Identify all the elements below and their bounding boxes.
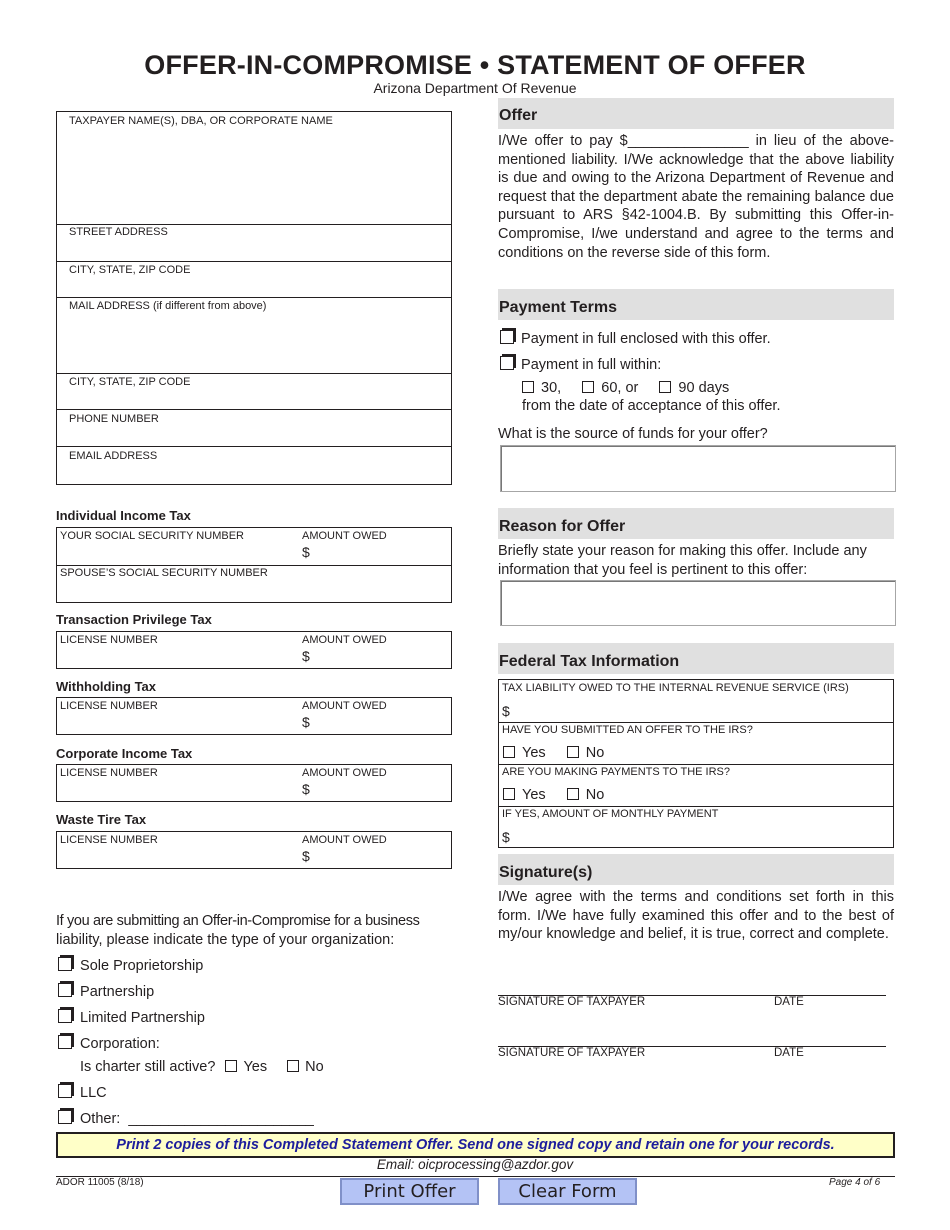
clear-form-button[interactable]: Clear Form: [498, 1178, 637, 1205]
taxpayer-name-label: TAXPAYER NAME(S), DBA, OR CORPORATE NAME: [69, 115, 333, 127]
ssn-input[interactable]: [57, 528, 297, 564]
agency-name: Arizona Department Of Revenue: [373, 80, 577, 96]
limited-checkbox[interactable]: [58, 1009, 72, 1023]
tpt-license-label: LICENSE NUMBER: [60, 634, 158, 646]
llc-checkbox[interactable]: [58, 1084, 72, 1098]
waste-tire-heading: Waste Tire Tax: [56, 812, 147, 827]
individual-amount-input[interactable]: [315, 542, 445, 564]
corporate-license-label: LICENSE NUMBER: [60, 767, 158, 779]
print-instructions-banner: Print 2 copies of this Completed Statement Offer. Send one signed copy and retain one for your records.: [56, 1132, 895, 1158]
contact-email: Email: oicprocessing@azdor.gov: [376, 1157, 574, 1172]
mail-address-field[interactable]: [57, 297, 451, 373]
offer-heading: Offer: [498, 98, 894, 129]
print-offer-button[interactable]: Print Offer: [340, 1178, 479, 1205]
payment-days-row: [522, 379, 729, 398]
signature-label-2: SIGNATURE OF TAXPAYER: [498, 1047, 646, 1059]
federal-info-box: [498, 679, 894, 848]
irs-payments-question: ARE YOU MAKING PAYMENTS TO THE IRS?: [502, 766, 730, 778]
footer-divider: [56, 1176, 895, 1177]
withholding-box[interactable]: [56, 697, 452, 735]
days-60-checkbox[interactable]: [582, 381, 594, 393]
waste-tire-dollar-sign: $: [302, 848, 310, 864]
charter-question: Is charter still active?: [80, 1059, 216, 1075]
mail-city-state-zip-field[interactable]: [57, 373, 451, 410]
partnership-label: Partnership: [80, 984, 155, 1000]
offer-text: I/We offer to pay $_______________ in lieu of the above-mentioned liability. I/We acknowledge that the above liability is due and owing to the Arizona Department of Revenue and request that the department abate the remaining balance due pursuant to ARS §42-1004.B. By submitting this Offer-in-Compromise, I/we understand and agree to the terms and conditions on the reverse side of this form.: [498, 133, 894, 261]
payment-option-within[interactable]: [500, 356, 661, 375]
monthly-dollar-sign: $: [502, 829, 510, 845]
other-checkbox[interactable]: [58, 1110, 72, 1124]
corporate-amount-label: AMOUNT OWED: [302, 767, 387, 779]
monthly-payment-input[interactable]: [514, 826, 884, 846]
spouse-ssn-label: SPOUSE’S SOCIAL SECURITY NUMBER: [60, 567, 268, 579]
irs-payments-no-label: No: [585, 787, 605, 803]
partnership-checkbox[interactable]: [58, 983, 72, 997]
organization-intro-line2: liability, please indicate the type of your organization:: [56, 932, 395, 948]
page-number: Page 4 of 6: [829, 1177, 881, 1188]
signature-text: I/We agree with the terms and conditions set forth in this form. I/We have fully examined this offer and to the best of my/our knowledge and belief, it is true, correct and complete.: [498, 889, 894, 943]
other-input-line[interactable]: _______________________: [128, 1111, 314, 1127]
days-30-label: 30,: [541, 380, 562, 396]
irs-owed-label: TAX LIABILITY OWED TO THE INTERNAL REVENUE SERVICE (IRS): [502, 682, 849, 694]
org-option-corporation[interactable]: [58, 1035, 160, 1054]
monthly-payment-label: IF YES, AMOUNT OF MONTHLY PAYMENT: [502, 808, 719, 820]
irs-offer-question: HAVE YOU SUBMITTED AN OFFER TO THE IRS?: [502, 724, 753, 736]
days-60-label: 60, or: [601, 380, 639, 396]
ssn-label: YOUR SOCIAL SECURITY NUMBER: [60, 530, 244, 542]
spouse-ssn-input[interactable]: [57, 565, 451, 602]
irs-payments-yes-checkbox[interactable]: [503, 788, 515, 800]
irs-owed-input[interactable]: [514, 700, 884, 720]
irs-dollar-sign: $: [502, 703, 510, 719]
charter-question-row: [80, 1058, 324, 1077]
reason-heading: Reason for Offer: [498, 508, 894, 539]
signature-label-1: SIGNATURE OF TAXPAYER: [498, 996, 646, 1008]
withholding-dollar-sign: $: [302, 714, 310, 730]
corporate-dollar-sign: $: [302, 781, 310, 797]
phone-number-label: PHONE NUMBER: [69, 413, 159, 425]
other-label: Other:: [80, 1111, 121, 1127]
city-state-zip-field[interactable]: [57, 261, 451, 298]
tpt-heading: Transaction Privilege Tax: [56, 612, 212, 627]
source-of-funds-question: What is the source of funds for your offer?: [498, 426, 768, 442]
payment-full-checkbox[interactable]: [500, 330, 514, 344]
source-of-funds-input[interactable]: [500, 445, 896, 492]
tpt-box[interactable]: [56, 631, 452, 669]
email-address-label: EMAIL ADDRESS: [69, 450, 158, 462]
corporate-heading: Corporate Income Tax: [56, 746, 193, 761]
reason-text: Briefly state your reason for making this offer. Include any information that you feel is pertinent to this offer:: [498, 543, 867, 578]
street-address-field[interactable]: [57, 224, 451, 261]
corporation-label: Corporation:: [80, 1036, 160, 1052]
org-option-limited[interactable]: [58, 1009, 205, 1028]
email-address-field[interactable]: [57, 446, 451, 483]
date-label-2: DATE: [774, 1047, 804, 1059]
form-id: ADOR 11005 (8/18): [56, 1177, 144, 1188]
amount-owed-label: AMOUNT OWED: [302, 530, 387, 542]
org-option-partnership[interactable]: [58, 983, 154, 1002]
sole-label: Sole Proprietorship: [80, 958, 204, 974]
signature-heading: Signature(s): [498, 854, 894, 885]
charter-yes-checkbox[interactable]: [225, 1060, 237, 1072]
irs-offer-no-checkbox[interactable]: [567, 746, 579, 758]
federal-heading: Federal Tax Information: [498, 643, 894, 674]
org-option-sole[interactable]: [58, 957, 203, 976]
irs-offer-yes-label: Yes: [522, 745, 546, 761]
page-title: OFFER-IN-COMPROMISE • STATEMENT OF OFFER: [144, 50, 806, 80]
payment-within-checkbox[interactable]: [500, 356, 514, 370]
waste-tire-amount-label: AMOUNT OWED: [302, 834, 387, 846]
payment-terms-heading: Payment Terms: [498, 289, 894, 320]
withholding-heading: Withholding Tax: [56, 679, 157, 694]
tpt-dollar-sign: $: [302, 648, 310, 664]
dollar-sign: $: [302, 544, 310, 560]
irs-payments-options: [503, 786, 604, 805]
charter-no-label: No: [305, 1059, 324, 1075]
payment-within-label: Payment in full within:: [521, 357, 662, 373]
tpt-amount-label: AMOUNT OWED: [302, 634, 387, 646]
org-option-llc[interactable]: [58, 1084, 107, 1103]
irs-offer-options: [503, 744, 604, 763]
city-state-zip-label: CITY, STATE, ZIP CODE: [69, 264, 191, 276]
irs-payments-yes-label: Yes: [522, 787, 546, 803]
acceptance-text: from the date of acceptance of this offer.: [522, 398, 781, 414]
days-90-checkbox[interactable]: [659, 381, 671, 393]
offer-amount-input[interactable]: [653, 133, 787, 150]
charter-yes-label: Yes: [243, 1059, 268, 1075]
corporate-box[interactable]: [56, 764, 452, 802]
mail-address-label: MAIL ADDRESS (if different from above): [69, 300, 267, 312]
sole-checkbox[interactable]: [58, 957, 72, 971]
phone-number-field[interactable]: [57, 409, 451, 446]
mail-city-state-zip-label: CITY, STATE, ZIP CODE: [69, 376, 191, 388]
street-address-label: STREET ADDRESS: [69, 226, 168, 238]
taxpayer-info-box: [56, 111, 452, 485]
charter-no-checkbox[interactable]: [287, 1060, 299, 1072]
payment-option-full[interactable]: [500, 330, 771, 349]
limited-label: Limited Partnership: [80, 1010, 205, 1026]
days-90-label: 90 days: [678, 380, 730, 396]
individual-income-tax-heading: Individual Income Tax: [56, 508, 191, 523]
org-option-other[interactable]: [58, 1110, 314, 1129]
waste-tire-box[interactable]: [56, 831, 452, 869]
days-30-checkbox[interactable]: [522, 381, 534, 393]
waste-tire-license-label: LICENSE NUMBER: [60, 834, 158, 846]
date-label-1: DATE: [774, 996, 804, 1008]
organization-intro-line1: If you are submitting an Offer-in-Compromise for a business: [56, 913, 420, 929]
irs-offer-yes-checkbox[interactable]: [503, 746, 515, 758]
taxpayer-name-field[interactable]: [57, 112, 450, 223]
llc-label: LLC: [80, 1085, 107, 1101]
reason-input[interactable]: [500, 580, 896, 626]
withholding-license-label: LICENSE NUMBER: [60, 700, 158, 712]
irs-offer-no-label: No: [585, 745, 605, 761]
withholding-amount-label: AMOUNT OWED: [302, 700, 387, 712]
irs-payments-no-checkbox[interactable]: [567, 788, 579, 800]
corporation-checkbox[interactable]: [58, 1035, 72, 1049]
individual-income-tax-box: [56, 527, 452, 603]
payment-full-label: Payment in full enclosed with this offer.: [521, 331, 771, 347]
